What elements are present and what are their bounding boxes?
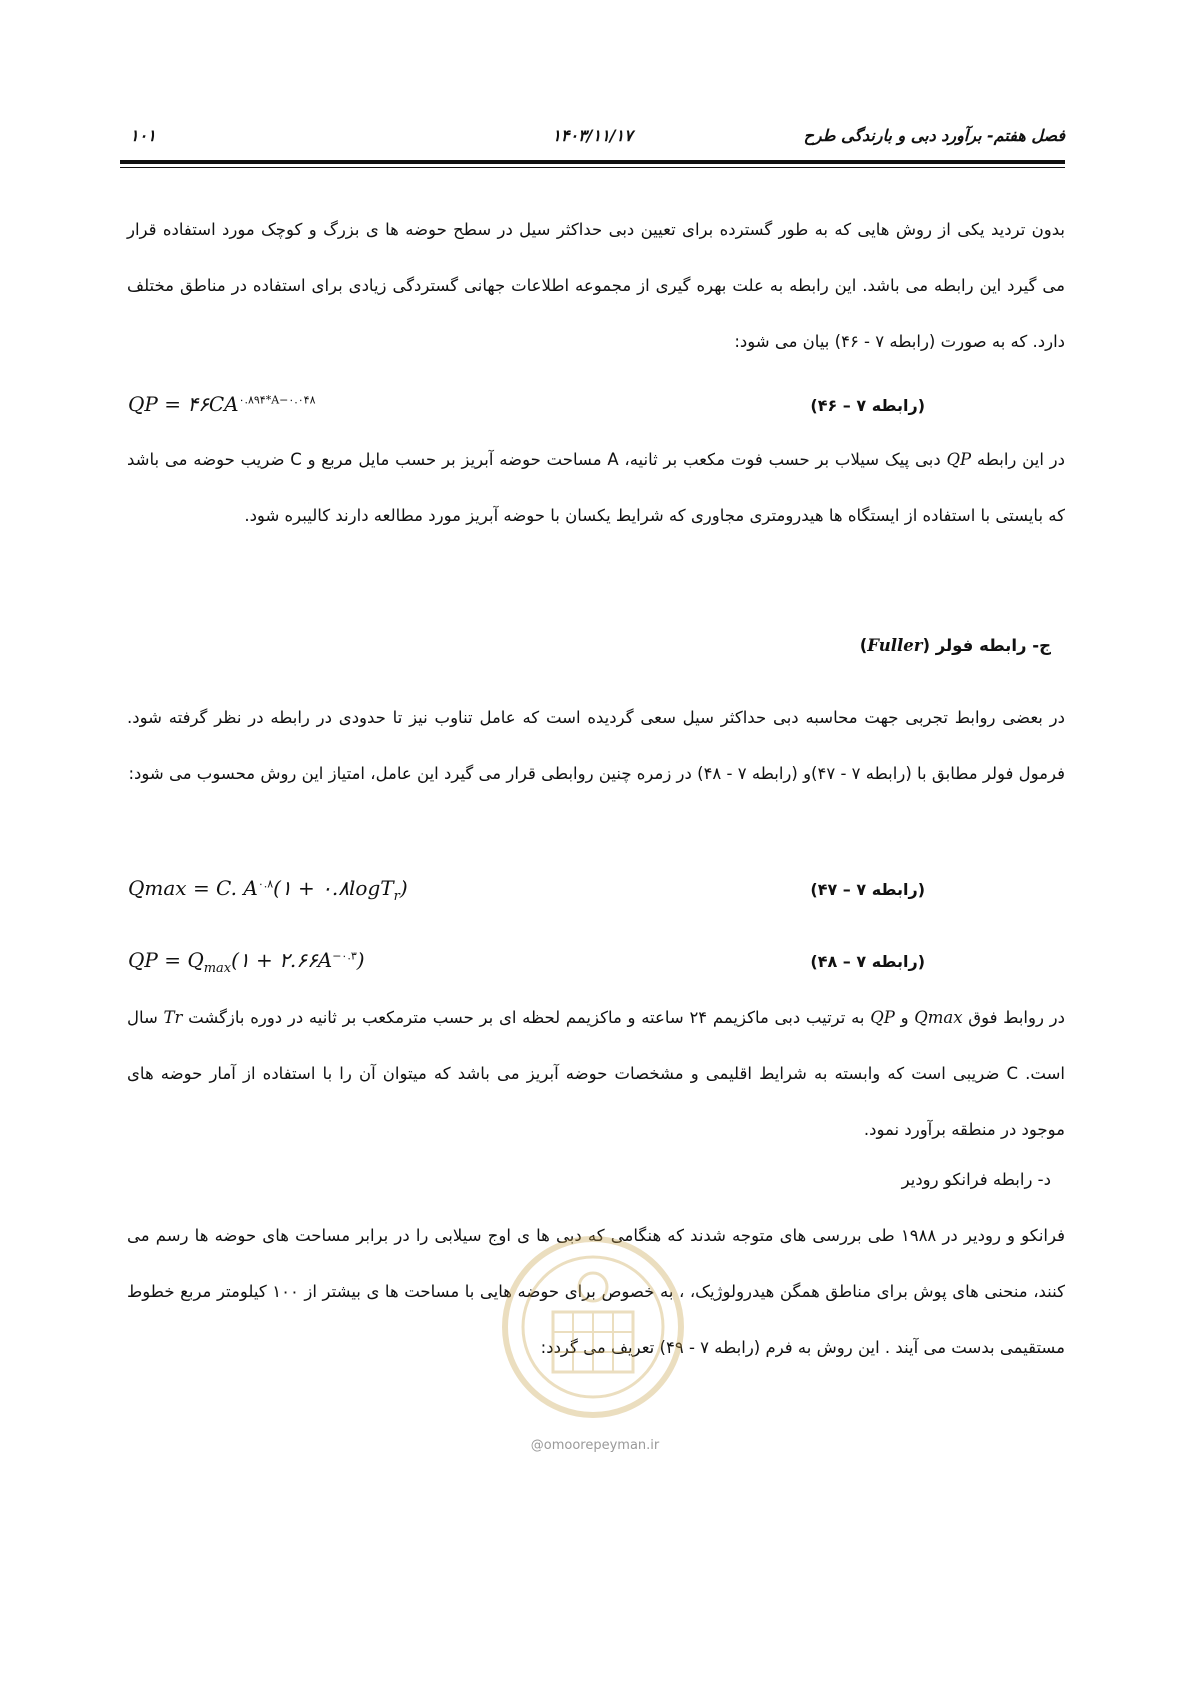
watermark-seal-icon xyxy=(498,1232,688,1422)
equation-46-formula: QP = $۴۶CA^{۰.۸۹۴*A-۰.۰۴۸}$ xyxy=(128,392,316,416)
qp-symbol: QP xyxy=(946,450,972,469)
heading-fuller: ج- رابطه فولر (Fuller) xyxy=(859,636,1051,655)
tr-symbol: Tr xyxy=(163,1008,183,1027)
watermark-site: @omoorepeyman.ir xyxy=(530,1438,660,1453)
equation-47 xyxy=(120,876,1065,916)
heading-francou-rodier: د- رابطه فرانکو رودیر xyxy=(901,1170,1051,1189)
equation-48 xyxy=(120,948,1065,988)
equation-47-label: (رابطه ۷ – ۴۷) xyxy=(810,880,925,899)
equation-46-label: (رابطه ۷ – ۴۶) xyxy=(810,396,925,415)
equation-48-formula: QP = $Q_{max}(۱$ + $۲.۶۶A^{-۰.۳}$) xyxy=(128,948,365,976)
paragraph-francou-rodier: فرانکو و رودیر در ۱۹۸۸ طی بررسی های متوجه شدند که هنگامی که دبی ها ی اوج سیلابی را در برابر مساحت های حوضه ها رسم می کنند، منحنی های پوش برای مناطق همگن هیدرولوژیک، ، به خصوص برای حوضه هایی با مساحت ها ی بیشتر از ۱۰۰ کیلومتر مربع خطوط مستقیمی بدست می آیند . این روش به فرم (رابطه ۷ - ۴۹) تعریف می گردد: xyxy=(127,1226,1065,1357)
page-header xyxy=(120,126,1065,156)
equation-48-label: (رابطه ۷ – ۴۸) xyxy=(810,952,925,971)
qp-symbol-2: QP xyxy=(870,1008,895,1027)
qmax-symbol: Qmax xyxy=(914,1008,963,1027)
equation-47-formula: Qmax = C. $A^{۰.۸}(۱$ + ۰.۸logT$_r$) xyxy=(128,876,408,904)
header-date: ۱۴۰۳/۱۱/۱۷ xyxy=(552,126,633,145)
header-rule-thin xyxy=(120,167,1065,168)
header-rule-thick xyxy=(120,160,1065,164)
paragraph-fuller: در بعضی روابط تجربی جهت محاسبه دبی حداکثر سیل سعی گردیده است که عامل تناوب نیز تا حدودی در رابطه در نظر گرفته شود. فرمول فولر مطابق با (رابطه ۷ - ۴۷)و (رابطه ۷ - ۴۸) در زمره چنین روابطی قرار می گیرد این عامل، امتیاز این روش محسوب می شود: xyxy=(127,708,1065,783)
equation-46 xyxy=(120,392,1065,432)
page-number: ۱۰۱ xyxy=(130,126,156,145)
paragraph-intro: بدون تردید یکی از روش هایی که به طور گسترده برای تعیین دبی حداکثر سیل در سطح حوضه ها ی بزرگ و کوچک مورد استفاده قرار می گیرد این رابطه می باشد. این رابطه به علت بهره گیری از مجموعه اطلاعات جهانی گستردگی زیادی برای استفاده در مناطق مختلف دارد. که به صورت (رابطه ۷ - ۴۶) بیان می شود: xyxy=(127,220,1065,351)
paragraph-eq48-description: در روابط فوق Qmax و QP به ترتیب دبی ماکزیمم ۲۴ ساعته و ماکزیمم لحظه ای بر حسب مترمکعب بر ثانیه در دوره بازگشت Tr سال است. C ضریبی است که وابسته به شرایط اقلیمی و مشخصات حوضه آبریز می باشد که میتوان آن را با استفاده از آمار حوضه های موجود در منطقه برآورد نمود. xyxy=(127,1008,1065,1139)
paragraph-eq46-description: در این رابطه QP دبی پیک سیلاب بر حسب فوت مکعب بر ثانیه، A مساحت حوضه آبریز بر حسب مایل مربع و C ضریب حوضه می باشد که بایستی با استفاده از ایستگاه ها هیدرومتری مجاوری که شرایط یکسان با حوضه آبریز مورد مطالعه دارند کالیبره شود. xyxy=(127,450,1065,525)
chapter-title: فصل هفتم- برآورد دبی و بارندگی طرح xyxy=(803,126,1065,145)
